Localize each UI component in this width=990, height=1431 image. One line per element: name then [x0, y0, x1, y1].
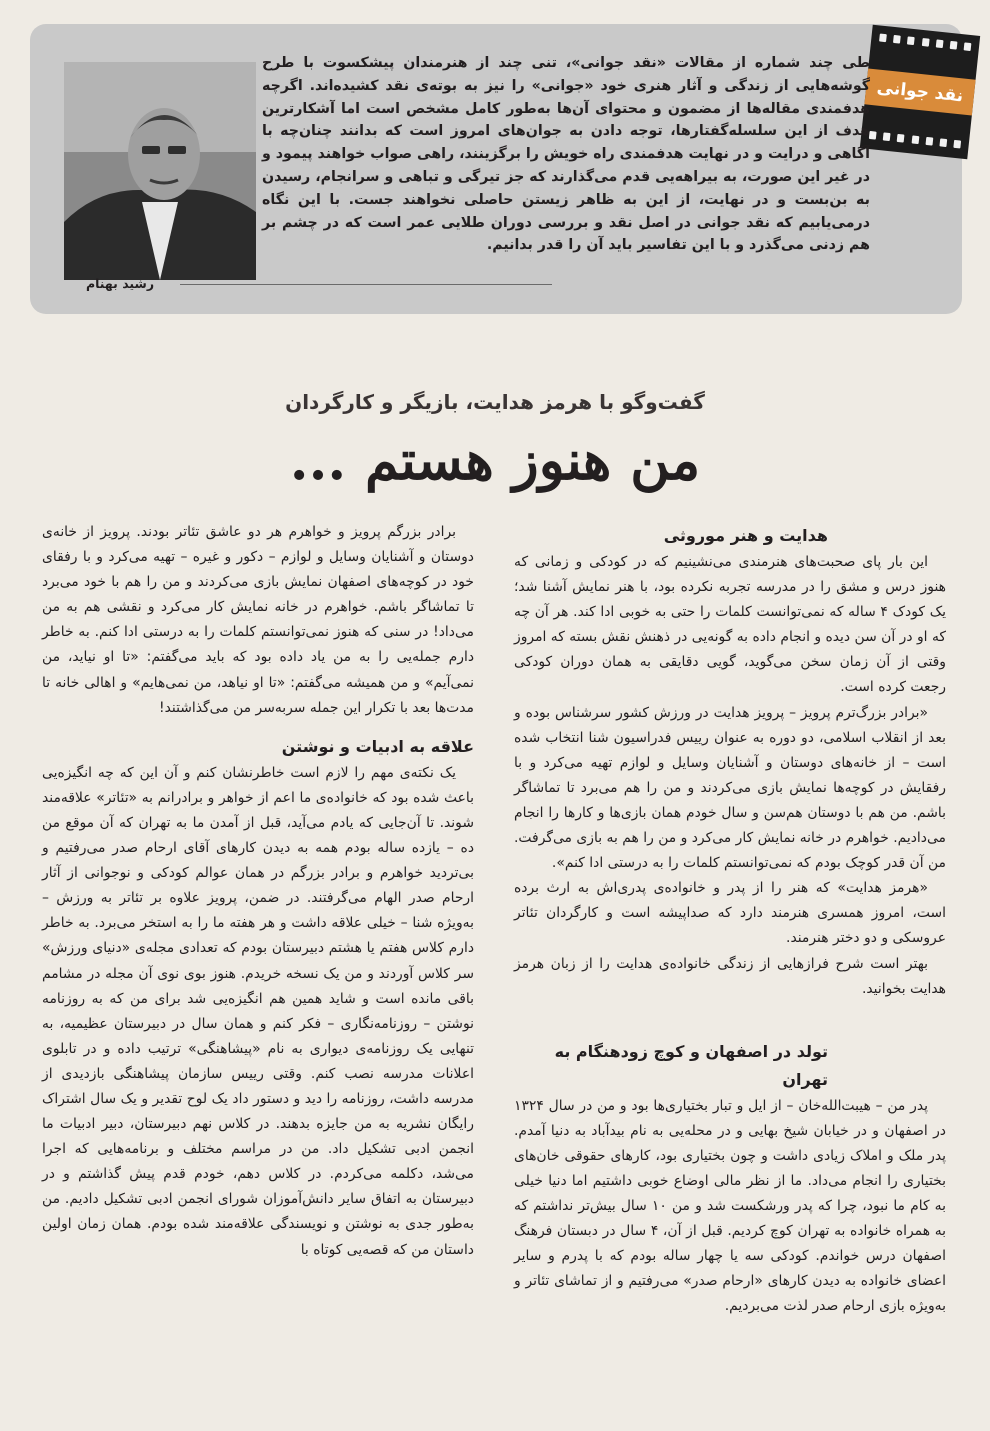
- section-label: نقد جوانی: [864, 68, 975, 115]
- article-subtitle: گفت‌وگو با هرمز هدایت، بازیگر و کارگردان: [285, 390, 705, 414]
- section-heading-heritage: هدایت و هنر موروثی: [663, 526, 828, 545]
- paragraph: پدر من – هیبت‌الله‌خان – از ایل و تبار بختیاری‌ها بود و من در سال ۱۳۲۴ در اصفهان و در خیابان شیخ بهایی و در محله‌یی به نام بیدآباد به دنیا آمدم. پدر ملک و املاک زیادی داشت و چون بختیاری بود، کارهای حقوقی خان‌های بختیاری را انجام می‌داد. ما از نظر مالی اوضاع خوبی داشتیم اما دنیا خیلی به کام ما نبود، چرا که پدر ورشکست شد و من ۱۰ سال بیش‌تر نداشتم که به همراه خانواده به تهران کوچ کردیم. قبل از آن، ۴ سال در دبستان فرهنگ اصفهان درس خواندم. کودکی سه یا چهار ساله بودم که با پدرم و سایر اعضای خانواده به دیدن کارهای «ارحام صدر» می‌رفتیم و از تماشای تئاتر و به‌ویژه بازی ارحام صدر لذت می‌بردیم.: [514, 1097, 947, 1315]
- left-column: [42, 520, 474, 1263]
- intro-box: [30, 24, 965, 314]
- intro-text: طی چند شماره از مقالات «نقد جوانی»، تنی چند از هنرمندان پیشکسوت با طرح گوشه‌هایی از زندگی و آثار هنری خود «جوانی» را نیز به بوته‌ی نقد کشیده‌اند. اگرچه هدفمندی مقاله‌ها از مضمون و محتوای آن‌ها به‌طور کامل مشخص است اما آشکارترین هدف از این سلسله‌گفتارها، توجه دادن به جوان‌های امروز است که بدانند چنان‌چه با آگاهی و درایت و در نهایت هدفمندی راه خویش را برگزینند، راهی صواب خواهند پیمود و در غیر این صورت، به بیراهه‌یی قدم می‌گذارند که جز تیرگی و تباهی و سرانجام، رسیدن به بن‌بست و در نهایت، از این به ظاهر زیستن حاصلی نخواهند جست. با این نگاه درمی‌یابیم که نقد جوانی در اصل نقد و بررسی دوران طلایی عمر است که در چشم بر هم زدنی می‌گذرد و با این تفاسیر باید آن را قدر بدانیم.: [262, 55, 870, 254]
- film-strip-badge: [860, 25, 980, 160]
- right-column: [514, 520, 946, 1320]
- article-title: من هنوز هستم ...: [289, 428, 701, 492]
- paragraph: برادر بزرگم پرویز و خواهرم هر دو عاشق تئاتر بودند. پرویز از خانه‌ی دوستان و آشنایان وسایل و لوازم – دکور و غیره – تهیه می‌کرد و با رفقای خود در کوچه‌های اصفهان نمایش بازی می‌کردند و من را هم با خود می‌برد تا تماشاگر باشم. خواهرم در خانه نمایش کار می‌کرد و نقشی هم به من می‌داد! در سنی که هنوز نمی‌توانستم کلمات را به درستی ادا کنم. به خاطر دارم جمله‌یی را به من یاد داده بود که باید می‌گفتم: «تا او نیاید، من نمی‌آیم» و من همیشه می‌گفتم: «تا او نیاهد، من نمی‌هایم» و اهالی خانه تا مدت‌ها بعد با تکرار این جمله سربه‌سر من می‌گذاشتند!: [42, 524, 474, 716]
- paragraph: یک نکته‌ی مهم را لازم است خاطرنشان کنم و آن این که چه انگیزه‌یی باعث شده بود که خانواده‌ی ما اعم از خواهر و برادرانم به «تئاتر» علاقه‌مند شوند. تا آن‌جایی که یادم می‌آید، قبل از آمدن ما به تهران که آن موقع من ده – یازده ساله بودم همه به دیدن کارهای آقای ارحام صدر می‌رفتیم و بی‌تردید خواهرم و برادر بزرگم در همان عوالم کودکی و نوجوانی از آثار ارحام صدر الهام می‌گرفتند. در ضمن، پرویز علاوه بر تئاتر به ورزش – به‌ویژه شنا – خیلی علاقه داشت و هر هفته ما را به استخر می‌برد. به خاطر دارم کلاس هفتم یا هشتم دبیرستان بودم که تعدادی مجله‌ی «دنیای ورزش» سر کلاس آوردند و من یک نسخه خریدم. هنوز بوی نوی آن مجله در مشامم باقی مانده است و شاید همین هم انگیزه‌یی شد برای من که به روزنامه نوشتن – روزنامه‌نگاری – فکر کنم و همان سال در دبیرستان عظیمیه، به تنهایی یک روزنامه‌ی دیواری به نام «پیشاهنگی» ترتیب داده و در تابلوی اعلانات مدرسه نصب کنم. وقتی رییس سازمان پیشاهنگی بازدیدی از مدرسه داشت، روزنامه را دید و دستور داد یک لوح تقدیر و یک سال اشتراک رایگان نشریه به من جایزه بدهند. در کلاس نهم دبیرستان، دبیر ادبیات ما انجمن ادبی تشکیل داد. من در مراسم مختلف و برنامه‌هایی که اجرا می‌شد، دکلمه می‌کردم. در کلاس دهم، خودم قدم پیش گذاشتم و در دبیرستان به اتفاق سایر دانش‌آموزان شورای انجمن ادبی تشکیل دادیم. من به‌طور جدی به نوشتن و نویسندگی علاقه‌مند شده بودم. همان زمان اولین داستان من که قصه‌یی کوتاه با: [42, 764, 474, 1258]
- paragraph: این بار پای صحبت‌های هنرمندی می‌نشینیم که در کودکی و زمانی که هنوز درس و مشق را در مدرسه تجربه نکرده بود، با هنر نمایش آشنا شد؛ یک کودک ۴ ساله که نمی‌توانست کلمات را حتی به خوبی ادا کند. هر آن چه که او در آن سن دیده و انجام داده به گونه‌یی در ذهنش نقش بسته که امروز وقتی از آن زمان سخن می‌گوید، گویی دقایقی به همان دوران کودکی رجعت کرده است.: [514, 554, 946, 696]
- section-heading-birth: تولد در اصفهان و کوچ زودهنگام به تهران: [554, 1041, 828, 1089]
- paragraph: «برادر بزرگ‌ترم پرویز – پرویز هدایت در ورزش کشور سرشناس بوده و بعد از انقلاب اسلامی، دو دوره به عنوان رییس فدراسیون شنا انتخاب شده است – از خانه‌های دوستان و آشنایان وسایل و لوازم تهیه می‌کرد و با رفقایش در کوچه‌ها نمایش بازی می‌کردند و من را هم می‌برد تا تماشاگر باشم. من هم با دوستان هم‌سن و سال خودم همان بازی‌ها و کارها را انجام می‌دادیم. خواهرم در خانه نمایش کار می‌کرد و من را هم به بازی می‌گرفت. من آن قدر کوچک بودم که نمی‌توانستم کلمات را به درستی ادا کنم».: [514, 704, 946, 872]
- section-heading-literature: علاقه به ادبیات و نوشتن: [281, 736, 474, 756]
- paragraph: «هرمز هدایت» که هنر را از پدر و خانواده‌ی پدری‌اش به ارث برده است، امروز همسری هنرمند دارد که صداپیشه است و کارگردان تئاتر عروسکی و دو دختر هنرمند.: [514, 880, 946, 947]
- author-photo: [64, 62, 256, 280]
- author-name: رشید بهنام: [85, 276, 155, 291]
- paragraph: بهتر است شرح فرازهایی از زندگی خانواده‌ی هدایت را از زبان هرمز هدایت بخوانید.: [514, 955, 946, 997]
- author-rule: [180, 284, 552, 285]
